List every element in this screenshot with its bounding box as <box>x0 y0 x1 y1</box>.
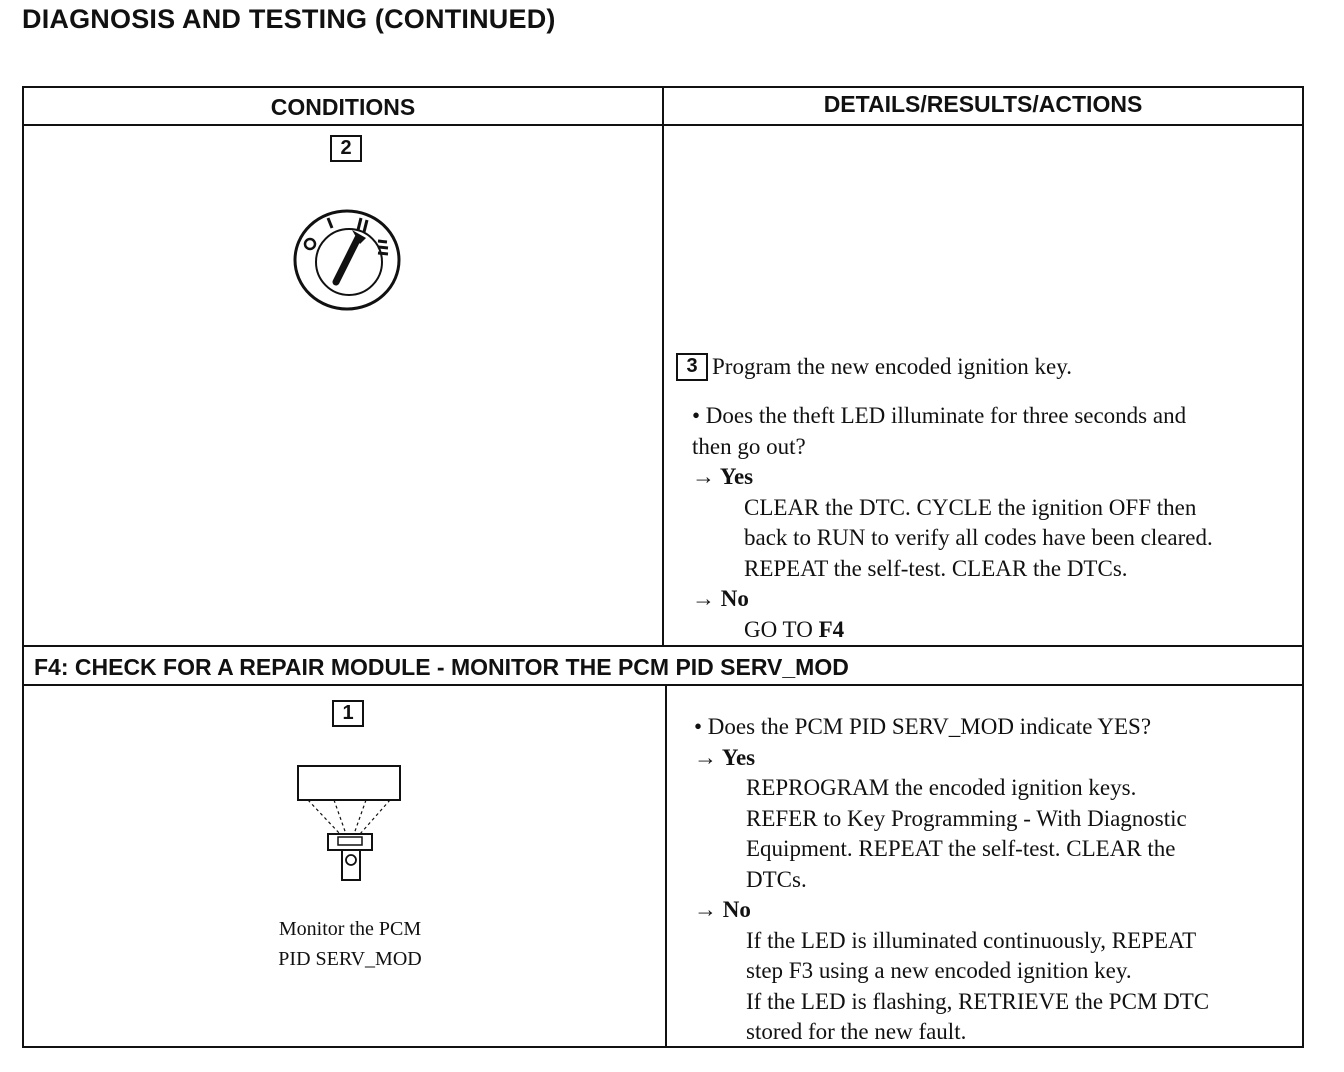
f4-yes-line3: Equipment. REPEAT the self-test. CLEAR the <box>746 836 1176 861</box>
f4-caption-line1: Monitor the PCM <box>278 918 422 940</box>
f3-goto-ref-link[interactable]: F4 <box>818 616 845 642</box>
f3-question-line1: • Does the theft LED illuminate for three seconds and <box>692 403 1187 428</box>
f3-no-line <box>692 615 1322 646</box>
f3-yes-line1: CLEAR the DTC. CYCLE the ignition OFF then <box>744 494 1197 520</box>
f4-no-line4: stored for the new fault. <box>746 1019 967 1044</box>
step-3-box: 3 <box>676 353 708 381</box>
f4-caption-line2: PID SERV_MOD <box>278 948 422 970</box>
f3-yes-label: → Yes <box>692 464 754 489</box>
f4-yes-line2: REFER to Key Programming - With Diagnostic <box>746 805 1187 831</box>
f4-results-block <box>694 712 1324 1048</box>
section-divider-top <box>24 645 1302 647</box>
section-divider-bottom <box>24 684 1302 686</box>
f4-yes-label: → Yes <box>694 744 756 770</box>
f4-no-line2: step F3 using a new encoded ignition key. <box>746 958 1132 983</box>
f4-yes-line4: DTCs. <box>746 866 807 892</box>
page-title: DIAGNOSIS AND TESTING (CONTINUED) <box>22 4 556 34</box>
f3-question-line2: then go out? <box>692 433 806 459</box>
step-3-text: Program the new encoded ignition key. <box>712 354 1073 379</box>
step-1-box: 1 <box>332 700 364 727</box>
f4-yes-line1: REPROGRAM the encoded ignition keys. <box>746 775 1137 800</box>
f4-question: • Does the PCM PID SERV_MOD indicate YES? <box>694 714 1152 739</box>
f3-yes-line2: back to RUN to verify all codes have been cleared. <box>744 525 1213 550</box>
f4-no-line1: If the LED is illuminated continuously, REPEAT <box>746 927 1197 953</box>
details-header: DETAILS/RESULTS/ACTIONS <box>823 91 1143 117</box>
diagnosis-table <box>22 86 1304 1048</box>
ignition-switch-icon <box>292 208 404 312</box>
column-divider-top <box>662 88 664 646</box>
f4-section-heading: F4: CHECK FOR A REPAIR MODULE - MONITOR THE PCM PID SERV_MOD <box>34 654 849 680</box>
step-2-box: 2 <box>330 135 362 162</box>
f3-no-label: → No <box>692 586 749 611</box>
f4-no-label: → No <box>694 897 751 922</box>
conditions-header: CONDITIONS <box>270 94 416 120</box>
f4-caption <box>230 914 470 974</box>
column-divider-bottom <box>665 684 667 1048</box>
f4-no-line3: If the LED is flashing, RETRIEVE the PCM DTC <box>746 988 1210 1014</box>
f3-yes-line3: REPEAT the self-test. CLEAR the DTCs. <box>744 555 1128 581</box>
f3-goto-text: GO TO <box>744 616 819 642</box>
f3-results-block <box>692 401 1322 645</box>
scan-tool-connector-icon <box>294 764 406 884</box>
